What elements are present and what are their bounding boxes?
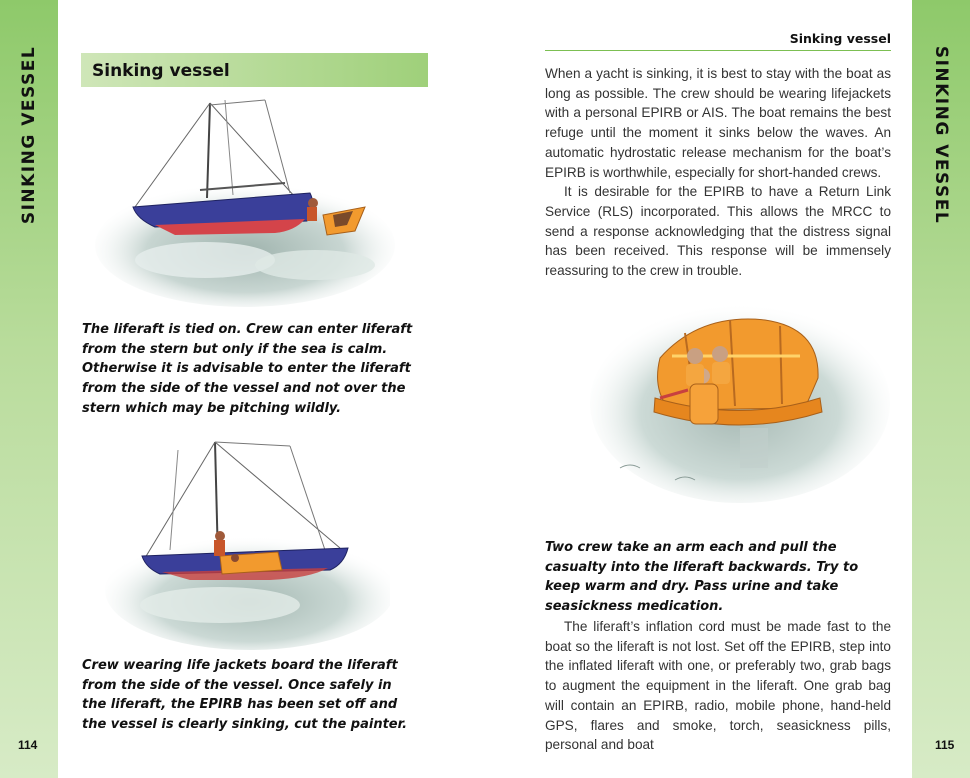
running-head-rule [545,50,891,51]
running-head: Sinking vessel [789,31,891,46]
caption-liferaft-tied-on: The liferaft is tied on. Crew can enter liferaft from the stern but only if the sea is calm. Otherwise it is advisable to enter the liferaft from the side of the vessel and not over the stern which may be pitching wildly. [82,322,413,416]
caption-crew-boarding: Crew wearing life jackets board the liferaft from the side of the vessel. Once safely in the liferaft, the EPIRB has been set off and the vessel is clearly sinking, cut the painter. [82,658,408,733]
paragraph-1: When a yacht is sinking, it is best to stay with the boat as long as possible. The crew should be wearing lifejackets with a personal EPIRB or AIS. The boat remains the best refuge until the moment it sinks below the waves. An automatic hydrostatic release mechanism for the boat’s EPIRB is worthwhile, especially for short-handed crews. [545,66,891,180]
paragraph-2: It is desirable for the EPIRB to have a Return Link Service (RLS) incorporated. This allows the MRCC to send a response acknowledging that the distress signal has been received. This response will be immensely reassuring to the crew in trouble. [545,184,891,279]
illustration-liferaft-tied-on [95,95,395,310]
left-page-number: 114 [18,738,38,752]
body-text-top [545,64,891,281]
paragraph-3: The liferaft’s inflation cord must be made fast to the boat so the liferaft is not lost. Set off the EPIRB, step into the inflated liferaft with one, or preferably two, grab bags to augment the equipment in the liferaft. One grab bag will contain an EPIRB, radio, mobile phone, hand-held GPS, flares and smoke, torch, seasickness pills, personal and boat [545,619,891,753]
illustration-casualty-pulled-into-liferaft [590,298,890,510]
section-heading-banner [81,53,428,87]
left-tab-title: SINKING VESSEL [19,45,39,225]
section-heading: Sinking vessel [92,61,230,81]
illustration-crew-boarding-liferaft [100,440,390,650]
right-page-number: 115 [935,738,955,752]
right-thumb-tab [912,0,970,778]
right-tab-title: SINKING VESSEL [931,45,951,225]
body-text-bottom [545,617,891,755]
left-thumb-tab [0,0,58,778]
caption-casualty-pulled: Two crew take an arm each and pull the casualty into the liferaft backwards. Try to keep warm and dry. Pass urine and take seasickness medication. [545,540,859,615]
